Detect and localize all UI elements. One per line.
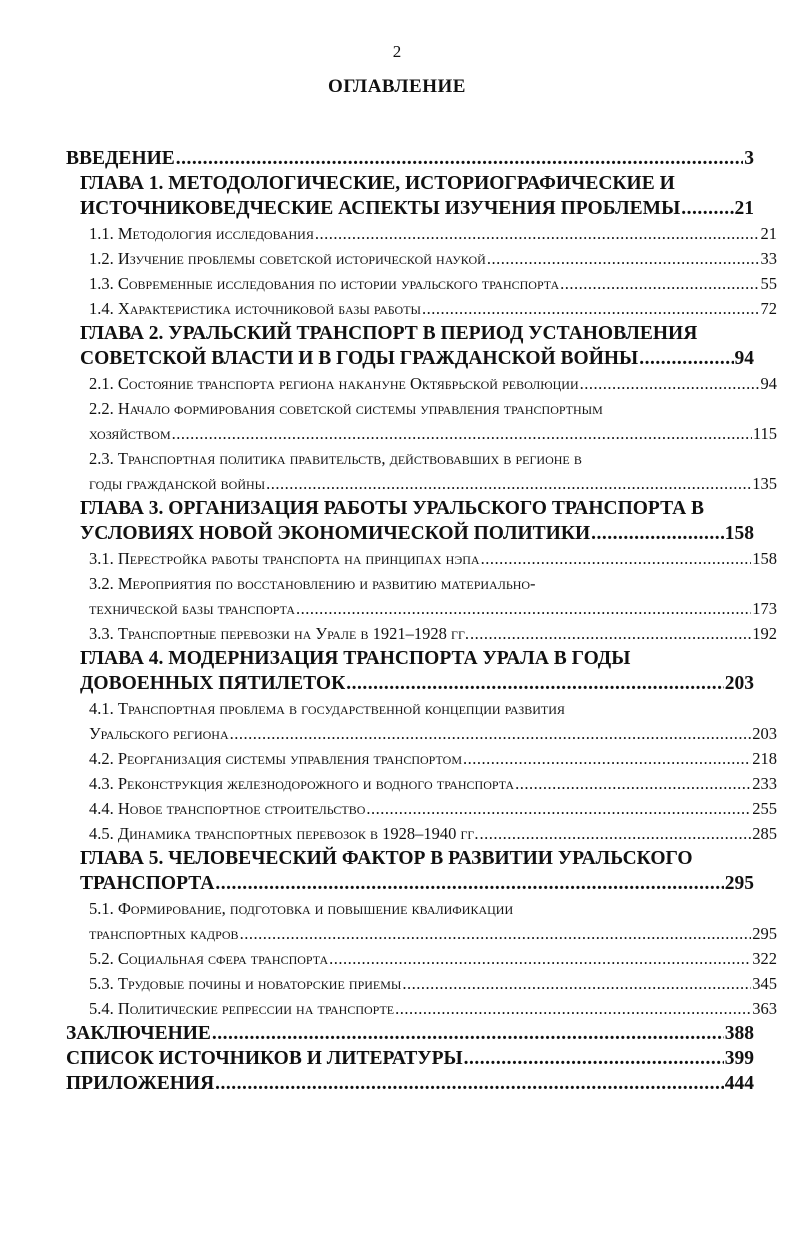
toc-page-number: 21 [760,224,777,243]
toc-section-entry[interactable] [66,796,777,821]
toc-entry-title-line: 2.3. Транспортная политика правительств, действовавших в регионе в [89,449,582,468]
dot-leader [515,771,751,796]
toc-page-number: 173 [752,599,777,618]
toc-chapter-entry[interactable] [66,846,754,896]
dot-leader [395,996,751,1021]
toc-entry-title: 5.2. Социальная сфера транспорта [89,949,329,968]
toc-section-entry[interactable] [66,546,777,571]
toc-section-entry[interactable] [66,971,777,996]
toc-section-entry[interactable] [66,821,777,846]
toc-page-number: 363 [752,999,777,1018]
toc-entry-title: 4.2. Реорганизация системы управления транспортом [89,749,462,768]
toc-entry-title-line: ГЛАВА 1. МЕТОДОЛОГИЧЕСКИЕ, ИСТОРИОГРАФИЧЕСКИЕ И [80,173,675,194]
toc-entry-title: транспортных кадров [89,924,239,943]
toc-entry-title: 1.2. Изучение проблемы советской исторической наукой [89,249,486,268]
toc-entry-title: технической базы транспорта [89,599,296,618]
dot-leader [560,271,759,296]
toc-section-entry[interactable] [66,946,777,971]
toc-page-number: 72 [760,299,777,318]
toc-entry-title-line: ГЛАВА 5. ЧЕЛОВЕЧЕСКИЙ ФАКТОР В РАЗВИТИИ УРАЛЬСКОГО [80,848,693,869]
dot-leader [463,746,751,771]
dot-leader [422,296,759,321]
toc-entry-title: УСЛОВИЯХ НОВОЙ ЭКОНОМИЧЕСКОЙ ПОЛИТИКИ [80,523,591,544]
toc-entry-title-line: ГЛАВА 2. УРАЛЬСКИЙ ТРАНСПОРТ В ПЕРИОД УСТАНОВЛЕНИЯ [80,323,698,344]
toc-section-entry[interactable] [66,221,777,246]
toc-entry-title: 5.3. Трудовые почины и новаторские приемы [89,974,402,993]
toc-page-number: 203 [724,673,754,694]
toc-section-entry[interactable] [66,746,777,771]
toc-page-number: 295 [724,873,754,894]
toc-section-entry[interactable] [66,621,777,646]
toc-page-number: 255 [752,799,777,818]
dot-leader [580,371,760,396]
toc-entry-title: 5.4. Политические репрессии на транспорте [89,999,395,1018]
toc-chapter-entry[interactable] [66,1071,754,1096]
toc-page-number: 345 [752,974,777,993]
toc-entry-title-line: ГЛАВА 3. ОРГАНИЗАЦИЯ РАБОТЫ УРАЛЬСКОГО ТРАНСПОРТА В [80,498,705,519]
toc-section-entry[interactable] [66,696,777,746]
toc-entry-title: 1.1. Методология исследования [89,224,314,243]
toc-entry-title-line: 2.2. Начало формирования советской системы управления транспортным [89,399,603,418]
toc-section-entry[interactable] [66,996,777,1021]
toc-entry-title-line: 5.1. Формирование, подготовка и повышение квалификации [89,899,514,918]
dot-leader [481,546,752,571]
toc-chapter-entry[interactable] [66,646,754,696]
toc-entry-title: ВВЕДЕНИЕ [66,148,175,169]
toc-page-number: 94 [734,348,754,369]
toc-section-entry[interactable] [66,896,777,946]
toc-page-number: 285 [752,824,777,843]
dot-leader [366,796,751,821]
dot-leader [639,346,733,371]
dot-leader [215,1071,724,1096]
toc-page-number: 135 [752,474,777,493]
dot-leader [487,246,760,271]
dot-leader [329,946,751,971]
toc-chapter-entry[interactable] [66,146,754,171]
toc-chapter-entry[interactable] [66,171,754,221]
dot-leader [176,146,743,171]
toc-page-number: 322 [752,949,777,968]
dot-leader [240,921,752,946]
toc-section-entry[interactable] [66,446,777,496]
dot-leader [266,471,751,496]
toc-entry-title: ИСТОЧНИКОВЕДЧЕСКИЕ АСПЕКТЫ ИЗУЧЕНИЯ ПРОБЛЕМЫ [80,198,681,219]
page-number: 2 [392,42,402,61]
toc-page-number: 55 [760,274,777,293]
toc-section-entry[interactable] [66,271,777,296]
toc-entry-title: 4.5. Динамика транспортных перевозок в 1928–1940 гг. [89,824,479,843]
toc-entry-title-line: ГЛАВА 4. МОДЕРНИЗАЦИЯ ТРАНСПОРТА УРАЛА В ГОДЫ [80,648,631,669]
toc-entry-title: хозяйством [89,424,171,443]
toc-page-number: 3 [744,148,754,169]
toc-section-entry[interactable] [66,296,777,321]
toc-section-entry[interactable] [66,371,777,396]
toc-page-number: 192 [752,624,777,643]
toc-page-number: 388 [724,1023,754,1044]
toc-section-entry[interactable] [66,396,777,446]
toc-entry-title: 2.1. Состояние транспорта региона накануне Октябрьской революции [89,374,579,393]
dot-leader [464,1046,724,1071]
toc-page-number: 94 [760,374,777,393]
toc-page-number: 158 [724,523,754,544]
toc-page-number: 158 [752,549,777,568]
toc-page-number: 21 [734,198,754,219]
dot-leader [346,671,724,696]
toc-page-number: 218 [752,749,777,768]
toc-page-number: 33 [760,249,777,268]
toc-section-entry[interactable] [66,571,777,621]
toc-section-entry[interactable] [66,771,777,796]
toc-page-number: 115 [752,424,777,443]
toc-entry-title: СОВЕТСКОЙ ВЛАСТИ И В ГОДЫ ГРАЖДАНСКОЙ ВОЙНЫ [80,348,639,369]
dot-leader [315,221,760,246]
toc-entry-title: 3.1. Перестройка работы транспорта на принципах нэпа [89,549,480,568]
toc-chapter-entry[interactable] [66,1046,754,1071]
toc-entry-title: ЗАКЛЮЧЕНИЕ [66,1023,211,1044]
toc-chapter-entry[interactable] [66,496,754,546]
toc-entry-title: 4.4. Новое транспортное строительство [89,799,366,818]
table-of-contents [66,146,777,1096]
dot-leader [479,821,751,846]
toc-chapter-entry[interactable] [66,321,754,371]
toc-entry-title: Уральского региона [89,724,229,743]
toc-page-number: 399 [724,1048,754,1069]
toc-entry-title: 3.3. Транспортные перевозки на Урале в 1921–1928 гг. [89,624,470,643]
toc-page-number: 295 [752,924,777,943]
toc-page-number: 203 [752,724,777,743]
page-title: ОГЛАВЛЕНИЕ [328,76,466,97]
toc-page-number: 233 [752,774,777,793]
dot-leader [591,521,724,546]
toc-entry-title: СПИСОК ИСТОЧНИКОВ И ЛИТЕРАТУРЫ [66,1048,463,1069]
toc-page-number: 444 [724,1073,754,1094]
toc-entry-title: 1.3. Современные исследования по истории уральского транспорта [89,274,560,293]
toc-entry-title: ПРИЛОЖЕНИЯ [66,1073,215,1094]
dot-leader [296,596,751,621]
toc-entry-title: ДОВОЕННЫХ ПЯТИЛЕТОК [80,673,346,694]
dot-leader [215,871,723,896]
toc-entry-title-line: 4.1. Транспортная проблема в государственной концепции развития [89,699,565,718]
toc-section-entry[interactable] [66,246,777,271]
dot-leader [681,196,733,221]
dot-leader [230,721,752,746]
dot-leader [470,621,751,646]
toc-chapter-entry[interactable] [66,1021,754,1046]
dot-leader [212,1021,724,1046]
toc-entry-title: ТРАНСПОРТА [80,873,215,894]
dot-leader [172,421,752,446]
toc-entry-title-line: 3.2. Мероприятия по восстановлению и развитию материально- [89,574,536,593]
toc-entry-title: 1.4. Характеристика источниковой базы работы [89,299,422,318]
toc-entry-title: 4.3. Реконструкция железнодорожного и водного транспорта [89,774,515,793]
dot-leader [402,971,751,996]
toc-entry-title: годы гражданской войны [89,474,266,493]
